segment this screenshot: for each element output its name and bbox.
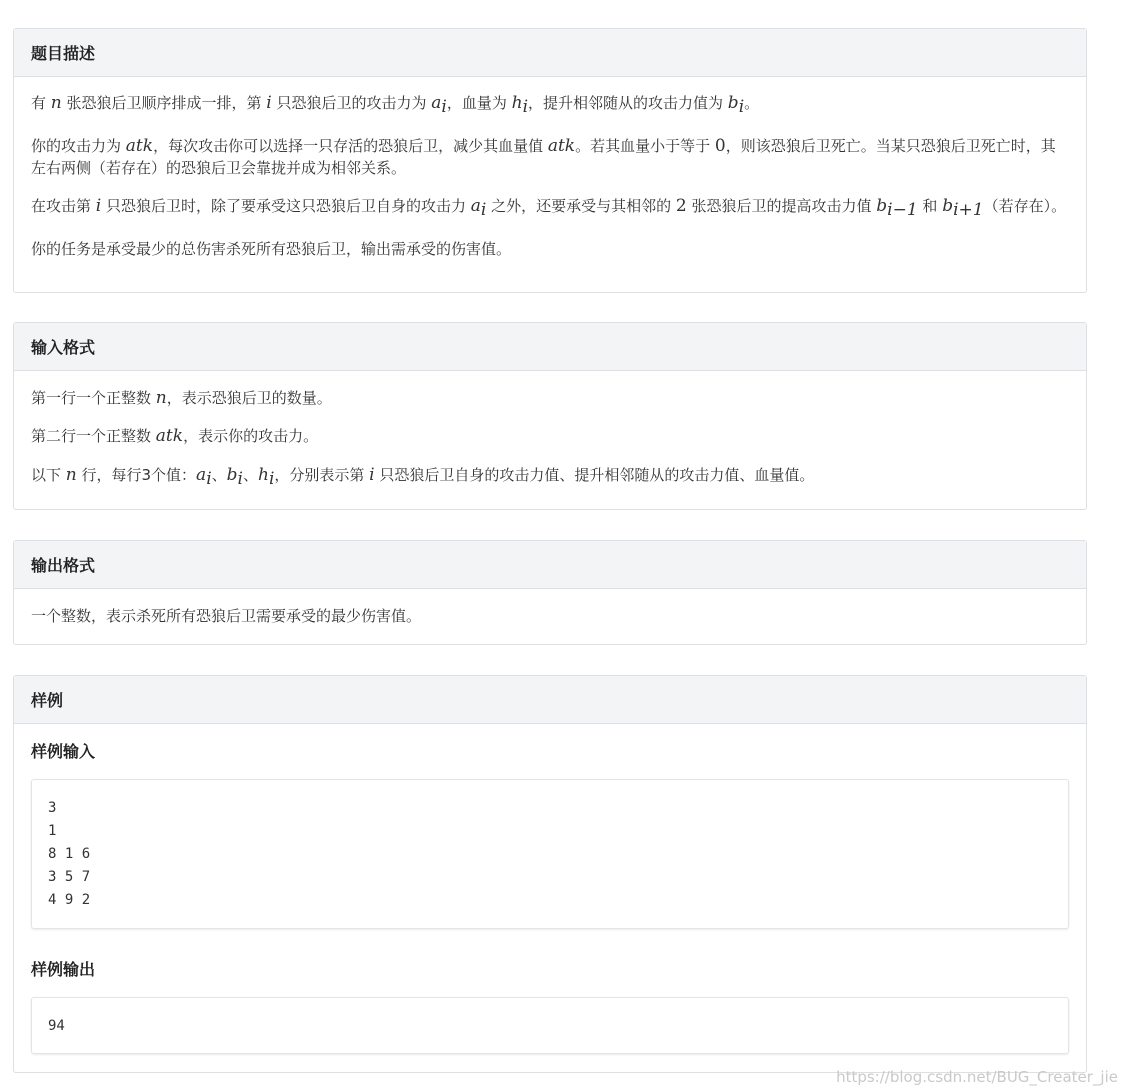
sample-body <box>14 724 1086 1054</box>
input-format-line-2: 第二行一个正整数 atk，表示你的攻击力。 <box>31 426 319 446</box>
input-format-body <box>14 371 1086 490</box>
description-paragraph-1: 有 n 张恐狼后卫顺序排成一排，第 i 只恐狼后卫的攻击力为 $a_i$，血量为 $h_i$，提升相邻随从的攻击力值为 $b_i$。 <box>31 93 760 117</box>
sample-output-title: 样例输出 <box>31 960 96 979</box>
description-body <box>14 77 1086 260</box>
input-format-title: 输入格式 <box>31 338 96 357</box>
description-paragraph-3: 在攻击第 i 只恐狼后卫时，除了要承受这只恐狼后卫自身的攻击力 $a_i$ 之外，还要承受与其相邻的 2 张恐狼后卫的提高攻击力值 $b_{i-1}$ 和 $b_{i+1}$（若存在）。 <box>31 196 1067 220</box>
output-format-line-1: 一个整数，表示杀死所有恐狼后卫需要承受的最少伤害值。 <box>31 607 422 625</box>
input-format-line-3: 以下 n 行，每行3个值：$a_i$、$b_i$、$h_i$，分别表示第 i 只恐狼后卫自身的攻击力值、提升相邻随从的攻击力值、血量值。 <box>31 465 815 489</box>
description-header <box>14 29 1086 77</box>
output-format-title: 输出格式 <box>31 556 96 575</box>
description-paragraph-2: 你的攻击力为 atk，每次攻击你可以选择一只存活的恐狼后卫，减少其血量值 atk。若其血量小于等于 0，则该恐狼后卫死亡。当某只恐狼后卫死亡时，其左右两侧（若存在）的恐狼后卫会靠拢并成为相邻关系。 <box>31 136 1056 177</box>
output-format-card <box>13 540 1087 645</box>
description-card <box>13 28 1087 293</box>
sample-card <box>13 675 1087 1073</box>
input-format-line-1: 第一行一个正整数 n，表示恐狼后卫的数量。 <box>31 388 332 408</box>
description-title: 题目描述 <box>31 44 96 63</box>
sample-header <box>14 676 1086 724</box>
sample-input-title: 样例输入 <box>31 742 96 761</box>
input-format-header <box>14 323 1086 371</box>
description-paragraph-4: 你的任务是承受最少的总伤害杀死所有恐狼后卫，输出需承受的伤害值。 <box>31 240 512 258</box>
input-format-card <box>13 322 1087 510</box>
sample-title: 样例 <box>31 691 64 710</box>
sample-output-code[interactable]: 94 <box>31 997 1069 1054</box>
watermark: https://blog.csdn.net/BUG_Creater_jie <box>836 1068 1118 1086</box>
output-format-header <box>14 541 1086 589</box>
output-format-body <box>14 589 1086 627</box>
sample-input-code[interactable]: 3 1 8 1 6 3 5 7 4 9 2 <box>31 779 1069 929</box>
